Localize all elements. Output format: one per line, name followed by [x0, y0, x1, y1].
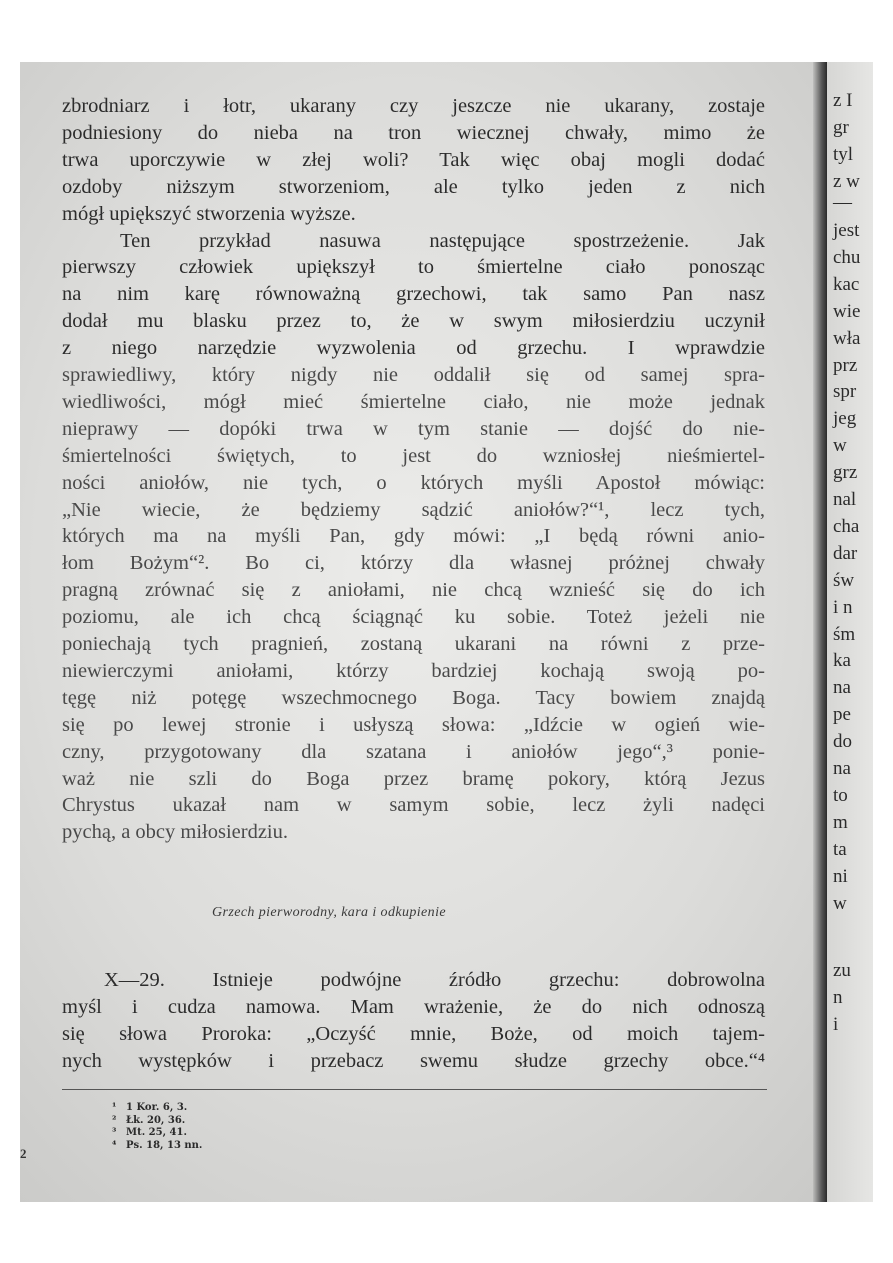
facing-page-fragment: i: [833, 1014, 839, 1035]
text-line: poziomu, ale ich chcą ściągnąć ku sobie. Toteż jeżeli nie: [62, 606, 765, 629]
text-line: myśl i cudza namowa. Mam wrażenie, że do nich odnoszą: [62, 996, 765, 1018]
facing-page-fragment: —: [833, 192, 852, 213]
facing-page-fragment: pe: [833, 704, 851, 726]
facing-page-fragment: w: [833, 892, 847, 914]
facing-page-fragment: nal: [833, 489, 857, 510]
facing-page-fragment: chu: [833, 246, 861, 268]
text-line: niewierczymi aniołami, którzy bardziej kochają swoją po-: [62, 659, 765, 682]
text-line: się po lewej stronie i usłyszą słowa: „Idźcie w ogień wie-: [62, 713, 765, 736]
footnote-number: ³: [112, 1127, 117, 1138]
facing-page-fragment: śm: [833, 623, 856, 645]
facing-page-fragment: wie: [833, 300, 861, 322]
text-line: nych występków i przebacz swemu słudze grzechy obce.“⁴: [62, 1050, 765, 1072]
text-line: czny, przygotowany dla szatana i aniołów jego“,³ ponie-: [62, 740, 765, 763]
text-line: z niego narzędzie wyzwolenia od grzechu. I wprawdzie: [62, 337, 765, 360]
facing-page-fragment: dar: [833, 542, 858, 564]
facing-page-fragment: na: [833, 677, 851, 699]
facing-page-fragment: m: [833, 811, 848, 833]
facing-page-fragment: św: [833, 569, 855, 591]
text-line: na nim karę równoważną grzechowi, tak samo Pan nasz: [62, 283, 765, 306]
facing-page-fragment: do: [833, 731, 852, 753]
text-line: X—29. Istnieje podwójne źródło grzechu: dobrowolna: [104, 969, 765, 991]
facing-page-fragment: i n: [833, 596, 853, 618]
facing-page-fragment: tyl: [833, 144, 854, 165]
facing-page-fragment: spr: [833, 381, 857, 403]
facing-page-fragment: cha: [833, 515, 860, 537]
text-line: poniechają tych pragnień, zostaną ukarani na równi z prze-: [62, 633, 765, 655]
text-line: mógł upiększyć stworzenia wyższe.: [62, 202, 356, 225]
footnote-number: ¹: [112, 1102, 117, 1113]
text-line: Chrystus ukazał nam w samym sobie, lecz żyli nadęci: [62, 794, 765, 817]
facing-page-fragment: z I: [833, 90, 853, 111]
text-line: Ten przykład nasuwa następujące spostrzeżenie. Jak: [120, 229, 765, 252]
book-gutter: [813, 62, 827, 1202]
text-line: nieprawy — dopóki trwa w tym stanie — dojść do nie-: [62, 417, 765, 440]
footnote: [112, 1102, 187, 1113]
text-line: trwa uporczywie w złej woli? Tak więc obaj mogli dodać: [62, 148, 765, 171]
footnote: [112, 1140, 202, 1151]
text-line: których ma na myśli Pan, gdy mówi: „I będą równi anio-: [62, 525, 765, 548]
text-line: łom Bożym“². Bo ci, którzy dla własnej próżnej chwały: [62, 552, 765, 575]
facing-page-fragment: gr: [833, 117, 849, 138]
footnote-text: 1 Kor. 6, 3.: [126, 1102, 188, 1113]
facing-page-fragment: kac: [833, 273, 860, 295]
text-line: śmiertelności świętych, to jest do wzniosłej nieśmiertel-: [62, 444, 765, 467]
facing-page-fragment: w: [833, 435, 847, 457]
text-line: ności aniołów, nie tych, o których myśli Apostoł mówiąc:: [62, 471, 765, 494]
facing-page-fragment: zu: [833, 960, 851, 981]
facing-page-fragment: prz: [833, 354, 858, 376]
text-line: „Nie wiecie, że będziemy sądzić aniołów?“¹, lecz tych,: [62, 498, 765, 521]
footnote-number: ²: [112, 1114, 117, 1126]
text-line: waż nie szli do Boga przez bramę pokory, którą Jezus: [62, 767, 765, 790]
facing-page-fragment: jeg: [833, 408, 857, 430]
text-line: zbrodniarz i łotr, ukarany czy jeszcze nie ukarany, zostaje: [62, 95, 765, 117]
facing-page-fragment: n: [833, 987, 843, 1008]
scanned-page: [20, 62, 873, 1202]
footnote-divider: [62, 1089, 767, 1090]
footnote-text: Mt. 25, 41.: [126, 1127, 187, 1138]
text-line: ozdoby niższym stworzeniom, ale tylko jeden z nich: [62, 175, 765, 198]
text-line: pragną zrównać się z aniołami, nie chcą wznieść się do ich: [62, 579, 765, 602]
text-line: tęgę niż potęgę wszechmocnego Boga. Tacy bowiem znajdą: [62, 686, 765, 709]
facing-page-fragment: jest: [833, 220, 860, 241]
text-line: podniesiony do nieba na tron wiecznej chwały, mimo że: [62, 121, 765, 144]
facing-page-fragment: z w: [833, 171, 860, 192]
facing-page-fragment: wła: [833, 327, 861, 349]
footnote: [112, 1115, 185, 1126]
text-line: pierwszy człowiek upiększył to śmiertelne ciało ponosząc: [62, 256, 765, 279]
facing-page-edge: [827, 62, 873, 1202]
text-line: pychą, a obcy miłosierdziu.: [62, 821, 289, 844]
text-line: się słowa Proroka: „Oczyść mnie, Boże, od moich tajem-: [62, 1023, 765, 1045]
footnote-number: ⁴: [112, 1139, 117, 1151]
facing-page-fragment: ka: [833, 650, 851, 672]
text-line: dodał mu blasku przez to, że w swym miłosierdziu uczynił: [62, 310, 765, 333]
facing-page-fragment: ta: [833, 838, 847, 860]
facing-page-fragment: to: [833, 784, 848, 806]
facing-page-fragment: grz: [833, 462, 858, 484]
section-title: Grzech pierworodny, kara i odkupienie: [212, 905, 446, 920]
text-line: sprawiedliwy, który nigdy nie oddalił się od samej spra-: [62, 364, 765, 386]
footnote: [112, 1127, 187, 1138]
page-number: 2: [20, 1146, 27, 1161]
footnote-text: Łk. 20, 36.: [126, 1114, 186, 1126]
facing-page-fragment: na: [833, 758, 851, 779]
text-line: wiedliwości, mógł mieć śmiertelne ciało, nie może jednak: [62, 390, 765, 413]
facing-page-fragment: ni: [833, 865, 848, 887]
footnote-text: Ps. 18, 13 nn.: [126, 1139, 203, 1151]
